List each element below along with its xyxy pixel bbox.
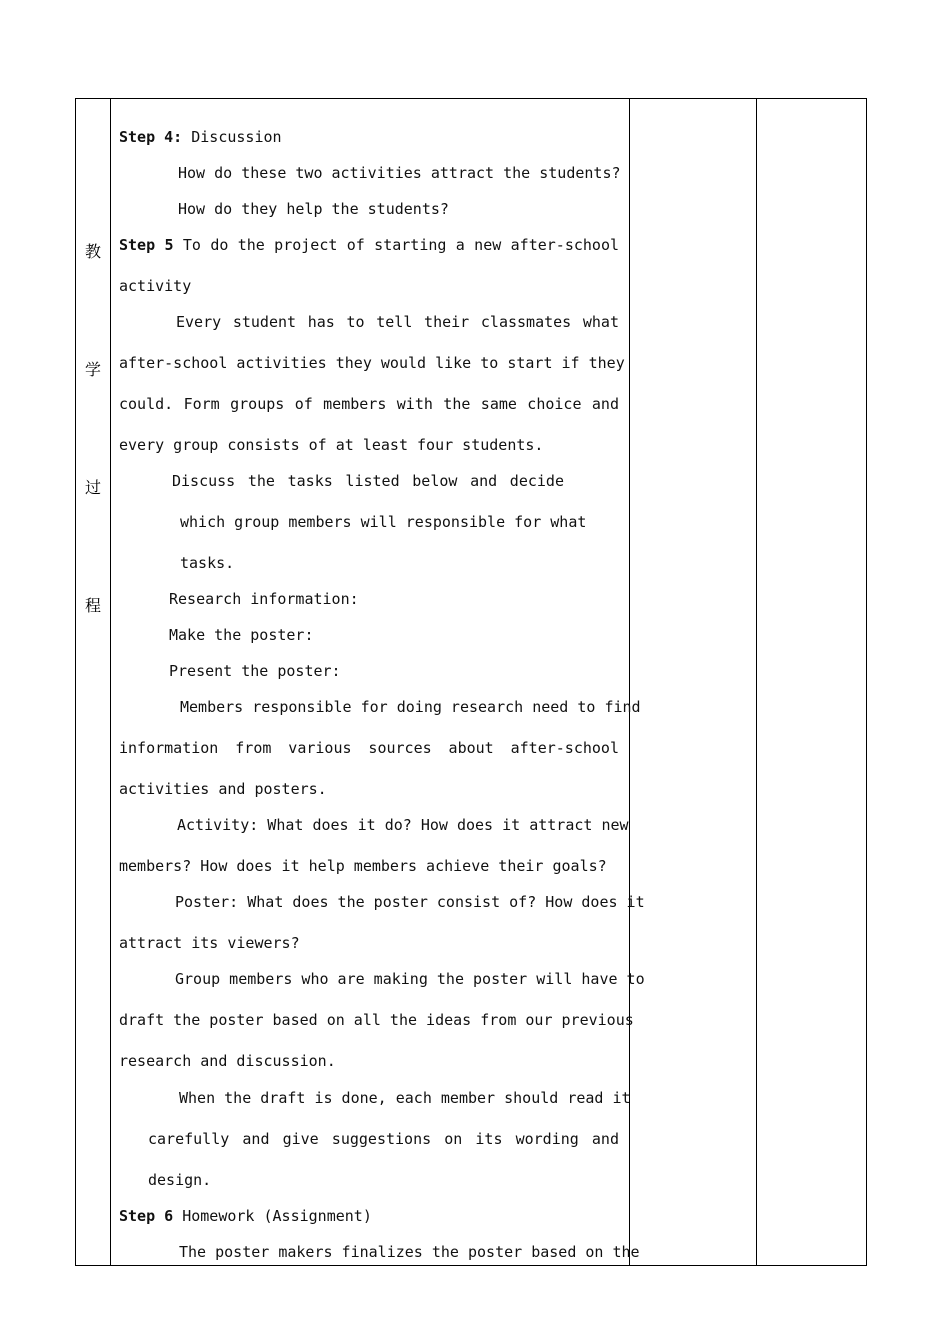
- activity-line1: Activity: What does it do? How does it attract new: [177, 816, 629, 834]
- step6-title: Homework (Assignment): [182, 1207, 372, 1225]
- empty-column-4: [757, 99, 867, 1266]
- step5-para4-line1: Group members who are making the poster will have to: [175, 970, 645, 988]
- side-char-4: 程: [84, 596, 101, 615]
- step5-para5-line3: design.: [148, 1171, 212, 1189]
- step5-para3-line2: information from various sources about after-school: [119, 739, 619, 757]
- side-label-cell: [76, 99, 111, 1266]
- step6-line1: The poster makers finalizes the poster based on the: [179, 1243, 640, 1261]
- step5-para3-line1: Members responsible for doing research need to find: [180, 698, 641, 716]
- task-make-poster: Make the poster:: [169, 626, 314, 644]
- activity-line2: members? How does it help members achieve their goals?: [119, 857, 607, 875]
- teaching-process-cell: [111, 99, 645, 1266]
- step5-para3-line3: activities and posters.: [119, 780, 327, 798]
- step5-para2-line2: which group members will responsible for what: [180, 513, 587, 531]
- task-research: Research information:: [169, 590, 359, 608]
- step5-para4-line2: draft the poster based on all the ideas from our previous: [119, 1011, 634, 1029]
- task-present-poster: Present the poster:: [169, 662, 341, 680]
- step4-label: Step 4:: [119, 128, 183, 146]
- step5-para1-line4: every group consists of at least four students.: [119, 436, 544, 454]
- side-char-2: 学: [84, 360, 101, 379]
- step4-question-1: How do these two activities attract the students?: [178, 164, 621, 182]
- lesson-plan-table: [75, 98, 867, 1266]
- step5-para1-line3: could. Form groups of members with the same choice and: [119, 395, 619, 413]
- step5-heading: [119, 236, 619, 254]
- step4-heading: [119, 128, 282, 146]
- step5-para4-line3: research and discussion.: [119, 1052, 336, 1070]
- step6-heading: [119, 1207, 372, 1225]
- step5-para1-line2: after-school activities they would like to start if they: [119, 354, 625, 372]
- side-char-1: 教: [84, 242, 101, 261]
- step5-para2-line3: tasks.: [180, 554, 235, 572]
- step4-question-2: How do they help the students?: [178, 200, 449, 218]
- step5-para1-line1: Every student has to tell their classmates what: [176, 313, 619, 331]
- poster-line2: attract its viewers?: [119, 934, 300, 952]
- step5-para5-line1: When the draft is done, each member should read it: [179, 1089, 631, 1107]
- step5-para5-line2: carefully and give suggestions on its wording and: [148, 1130, 619, 1148]
- side-char-3: 过: [84, 478, 101, 497]
- step6-label: Step 6: [119, 1207, 174, 1225]
- poster-line1: Poster: What does the poster consist of? How does it: [175, 893, 645, 911]
- step5-para2-line1: Discuss the tasks listed below and decide: [172, 472, 564, 490]
- empty-column-3: [630, 99, 757, 1266]
- step4-title: Discussion: [191, 128, 282, 146]
- step5-title-line2: activity: [119, 277, 192, 295]
- step5-label: Step 5: [119, 236, 174, 254]
- step5-title-line1: To do the project of starting a new after-school: [182, 236, 620, 254]
